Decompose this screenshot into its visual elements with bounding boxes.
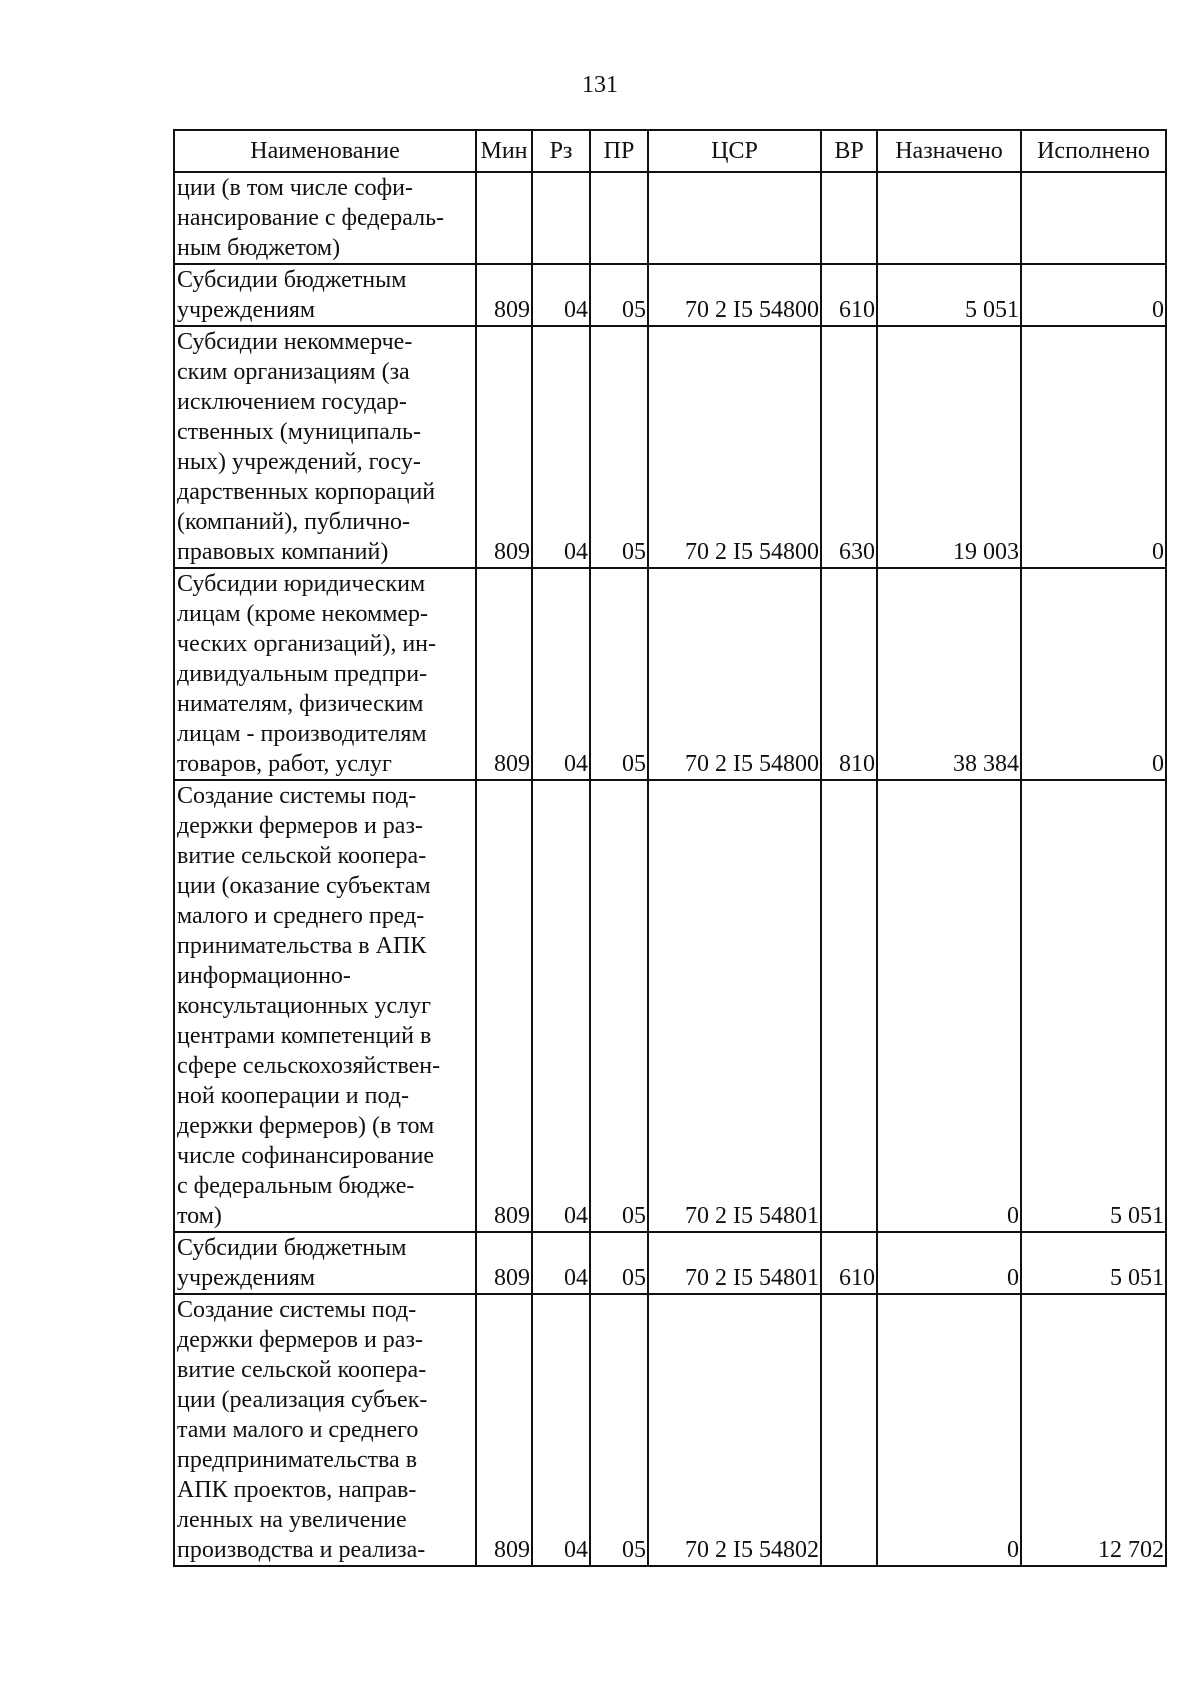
budget-table bbox=[173, 129, 1167, 1567]
row-name bbox=[174, 1232, 476, 1294]
row-name-line: Субсидии некоммерче- bbox=[177, 329, 413, 355]
row-assigned bbox=[877, 172, 1021, 264]
row-pr: 05 bbox=[590, 1232, 648, 1294]
row-executed: 5 051 bbox=[1021, 780, 1166, 1232]
row-name-line: Субсидии юридическим bbox=[177, 571, 426, 597]
row-name-line: нимателям, физическим bbox=[177, 691, 424, 717]
row-executed: 12 702 bbox=[1021, 1294, 1166, 1566]
row-name-line: принимательства в АПК bbox=[177, 933, 427, 959]
row-rz: 04 bbox=[532, 1232, 590, 1294]
row-name bbox=[174, 568, 476, 780]
row-min bbox=[476, 172, 532, 264]
row-csr: 70 2 I5 54801 bbox=[648, 1232, 821, 1294]
row-pr bbox=[590, 172, 648, 264]
row-name-line: ных) учреждений, госу- bbox=[177, 449, 421, 475]
row-name-line: ции (в том числе софи- bbox=[177, 175, 413, 201]
row-name-line: витие сельской коопера- bbox=[177, 1357, 427, 1383]
row-name-line: АПК проектов, направ- bbox=[177, 1477, 417, 1503]
row-assigned: 0 bbox=[877, 1232, 1021, 1294]
row-name-line: Создание системы под- bbox=[177, 783, 417, 809]
row-name-line: лицам - производителям bbox=[177, 721, 427, 747]
row-csr bbox=[648, 172, 821, 264]
row-executed: 0 bbox=[1021, 326, 1166, 568]
table-row bbox=[174, 326, 1166, 568]
row-name-line: товаров, работ, услуг bbox=[177, 751, 392, 777]
row-name-line: ным бюджетом) bbox=[177, 235, 341, 261]
row-rz: 04 bbox=[532, 1294, 590, 1566]
page-number: 131 bbox=[582, 72, 618, 98]
row-name-line: ским организациям (за bbox=[177, 359, 410, 385]
row-rz: 04 bbox=[532, 780, 590, 1232]
row-vr: 610 bbox=[821, 1232, 877, 1294]
row-csr: 70 2 I5 54800 bbox=[648, 264, 821, 326]
row-name-line: держки фермеров и раз- bbox=[177, 813, 423, 839]
row-assigned: 19 003 bbox=[877, 326, 1021, 568]
row-name-line: малого и среднего пред- bbox=[177, 903, 425, 929]
header-executed: Исполнено bbox=[1021, 130, 1166, 172]
row-name-line: нансирование с федераль- bbox=[177, 205, 445, 231]
row-pr: 05 bbox=[590, 264, 648, 326]
row-name-line: ственных (муниципаль- bbox=[177, 419, 421, 445]
row-pr: 05 bbox=[590, 568, 648, 780]
table-body bbox=[174, 172, 1166, 1566]
row-name-line: ции (оказание субъектам bbox=[177, 873, 431, 899]
header-assigned: Назначено bbox=[877, 130, 1021, 172]
row-name bbox=[174, 264, 476, 326]
row-rz: 04 bbox=[532, 326, 590, 568]
row-pr: 05 bbox=[590, 1294, 648, 1566]
row-pr: 05 bbox=[590, 326, 648, 568]
table-row bbox=[174, 172, 1166, 264]
row-vr bbox=[821, 172, 877, 264]
row-vr: 630 bbox=[821, 326, 877, 568]
row-name-line: правовых компаний) bbox=[177, 539, 389, 565]
row-name-line: предпринимательства в bbox=[177, 1447, 418, 1473]
row-min: 809 bbox=[476, 326, 532, 568]
row-executed: 5 051 bbox=[1021, 1232, 1166, 1294]
row-name-line: (компаний), публично- bbox=[177, 509, 411, 535]
header-rz: Рз bbox=[532, 130, 590, 172]
row-executed bbox=[1021, 172, 1166, 264]
row-min: 809 bbox=[476, 568, 532, 780]
row-name-line: учреждениям bbox=[177, 297, 316, 323]
row-name-line: ческих организаций), ин- bbox=[177, 631, 436, 657]
row-assigned: 0 bbox=[877, 1294, 1021, 1566]
row-name-line: Субсидии бюджетным bbox=[177, 267, 407, 293]
row-min: 809 bbox=[476, 1294, 532, 1566]
row-name-line: Субсидии бюджетным bbox=[177, 1235, 407, 1261]
row-name-line: дарственных корпораций bbox=[177, 479, 436, 505]
row-min: 809 bbox=[476, 1232, 532, 1294]
row-vr bbox=[821, 1294, 877, 1566]
row-name-line: том) bbox=[177, 1203, 222, 1229]
table-row bbox=[174, 1232, 1166, 1294]
header-csr: ЦСР bbox=[648, 130, 821, 172]
row-name-line: ной кооперации и под- bbox=[177, 1083, 410, 1109]
row-rz bbox=[532, 172, 590, 264]
row-name-line: производства и реализа- bbox=[177, 1537, 426, 1563]
row-name-line: лицам (кроме некоммер- bbox=[177, 601, 429, 627]
row-name bbox=[174, 326, 476, 568]
header-name: Наименование bbox=[174, 130, 476, 172]
row-name-line: с федеральным бюдже- bbox=[177, 1173, 415, 1199]
row-name-line: консультационных услуг bbox=[177, 993, 431, 1019]
table-row bbox=[174, 1294, 1166, 1566]
row-csr: 70 2 I5 54800 bbox=[648, 326, 821, 568]
header-min: Мин bbox=[476, 130, 532, 172]
table-header-row bbox=[174, 130, 1166, 172]
row-name bbox=[174, 780, 476, 1232]
row-name-line: дивидуальным предпри- bbox=[177, 661, 428, 687]
row-name-line: ленных на увеличение bbox=[177, 1507, 407, 1533]
header-pr: ПР bbox=[590, 130, 648, 172]
row-name-line: ции (реализация субъек- bbox=[177, 1387, 428, 1413]
row-csr: 70 2 I5 54800 bbox=[648, 568, 821, 780]
row-name-line: держки фермеров и раз- bbox=[177, 1327, 423, 1353]
row-min: 809 bbox=[476, 264, 532, 326]
row-name-line: числе софинансирование bbox=[177, 1143, 435, 1169]
row-vr: 810 bbox=[821, 568, 877, 780]
table-row bbox=[174, 780, 1166, 1232]
row-rz: 04 bbox=[532, 264, 590, 326]
table-row bbox=[174, 568, 1166, 780]
row-csr: 70 2 I5 54802 bbox=[648, 1294, 821, 1566]
row-name-line: сфере сельскохозяйствен- bbox=[177, 1053, 441, 1079]
row-name-line: информационно- bbox=[177, 963, 351, 989]
row-assigned: 38 384 bbox=[877, 568, 1021, 780]
row-min: 809 bbox=[476, 780, 532, 1232]
row-assigned: 5 051 bbox=[877, 264, 1021, 326]
row-pr: 05 bbox=[590, 780, 648, 1232]
row-name-line: тами малого и среднего bbox=[177, 1417, 419, 1443]
row-name-line: учреждениям bbox=[177, 1265, 316, 1291]
header-vr: ВР bbox=[821, 130, 877, 172]
row-name-line: центрами компетенций в bbox=[177, 1023, 432, 1049]
row-name-line: витие сельской коопера- bbox=[177, 843, 427, 869]
row-rz: 04 bbox=[532, 568, 590, 780]
row-name bbox=[174, 172, 476, 264]
row-vr: 610 bbox=[821, 264, 877, 326]
row-executed: 0 bbox=[1021, 264, 1166, 326]
row-name-line: Создание системы под- bbox=[177, 1297, 417, 1323]
row-csr: 70 2 I5 54801 bbox=[648, 780, 821, 1232]
row-name-line: исключением государ- bbox=[177, 389, 407, 415]
table-row bbox=[174, 264, 1166, 326]
row-name-line: держки фермеров) (в том bbox=[177, 1113, 435, 1139]
row-name bbox=[174, 1294, 476, 1566]
row-executed: 0 bbox=[1021, 568, 1166, 780]
row-vr bbox=[821, 780, 877, 1232]
row-assigned: 0 bbox=[877, 780, 1021, 1232]
